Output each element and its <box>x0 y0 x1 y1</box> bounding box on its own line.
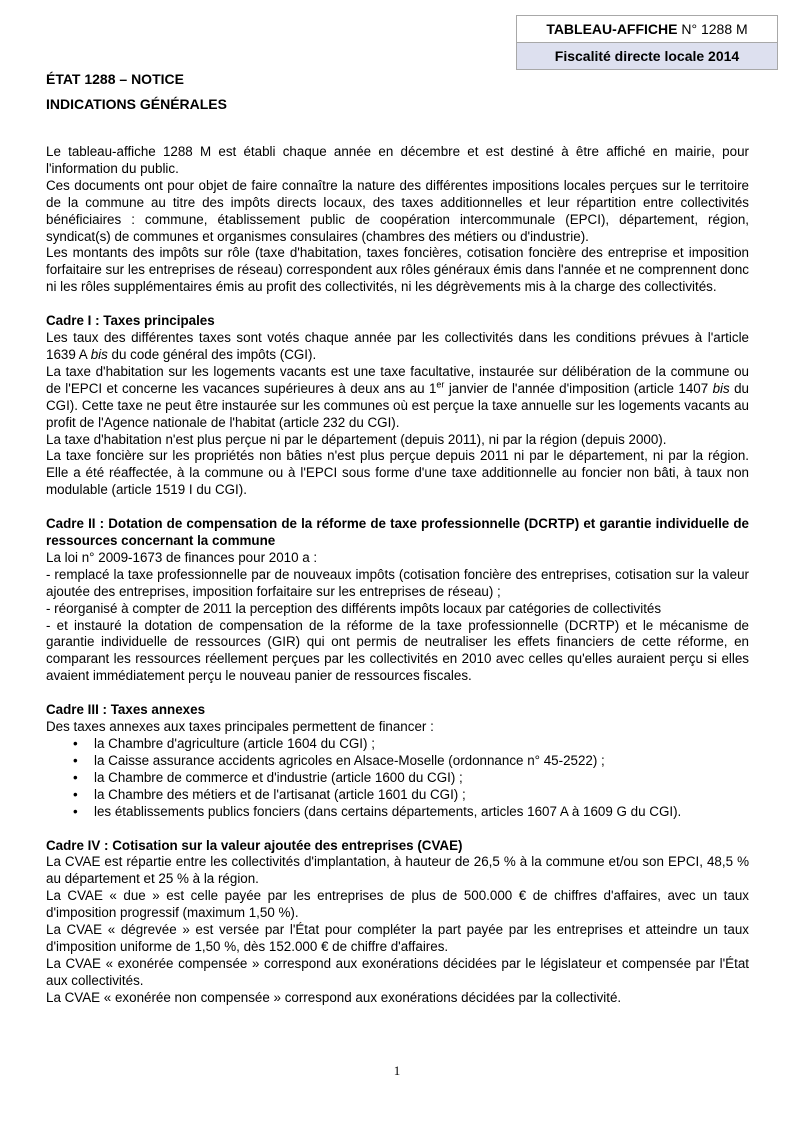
cadre1-paragraph <box>46 364 749 432</box>
list-item-text: la Chambre des métiers et de l'artisanat (article 1601 du CGI) ; <box>94 786 466 802</box>
bullet-icon: • <box>73 803 78 819</box>
text-run: La taxe d'habitation sur les logements vacants est une taxe facultative, instaurée sur délibération de la commune ou de l'EPCI et concerne les vacances supérieures à deux ans au 1 <box>46 363 749 396</box>
intro-paragraph: Les montants des impôts sur rôle (taxe d'habitation, taxes foncières, cotisation foncière des entreprise et imposition forfaitaire sur les entreprises de réseau) correspondent aux rôles généraux émis dans l'année et ne comprennent donc ni les rôles supplémentaires émis au profit des collectivités, ni les dégrèvements mis à la charge des collectivités. <box>46 245 749 295</box>
bullet-icon: • <box>73 769 78 785</box>
intro-paragraph: Le tableau-affiche 1288 M est établi chaque année en décembre et est destiné à être affiché en mairie, pour l'information du public. <box>46 144 749 176</box>
superscript: er <box>436 379 445 390</box>
header-form-number <box>517 16 777 43</box>
list-item-text: les établissements publics fonciers (dans certains départements, articles 1607 A à 1609 G du CGI). <box>94 803 682 819</box>
cadre2-paragraph: - et instauré la dotation de compensation de la réforme de la taxe professionnelle (DCRTP) et le mécanisme de garantie individuelle de ressources (GIR) qui ont permis de neutraliser les effets financiers de cette réforme, en comparant les ressources réellement perçues par les collectivités en 2010 avec celles qu'elles auraient perçu si elles avaient immédiatement perçu le nouveau panier de ressources fiscales. <box>46 617 749 684</box>
cadre1-paragraph <box>46 330 749 364</box>
text-run: du code général des impôts (CGI). <box>107 346 317 362</box>
document-body <box>46 144 749 1007</box>
cadre4-paragraph: La CVAE « due » est celle payée par les entreprises de plus de 500.000 € de chiffres d'affaires, avec un taux d'imposition progressif (maximum 1,50 %). <box>46 888 749 921</box>
list-item <box>46 753 749 770</box>
cadre2-paragraph: - réorganisé à compter de 2011 la perception des différents impôts locaux par catégories de collectivités <box>46 600 662 616</box>
cadre4-paragraph: La CVAE « exonérée non compensée » correspond aux exonérations décidées par la collectivité. <box>46 989 622 1005</box>
cadre2-title: Cadre II : Dotation de compensation de la réforme de taxe professionnelle (DCRTP) et garantie individuelle de ressources concernant la commune <box>46 516 749 549</box>
text-run: janvier de l'année d'imposition (article 1407 <box>444 380 713 396</box>
cadre4-paragraph: La CVAE « dégrevée » est versée par l'État pour compléter la part payée par les entreprises et atteindre un taux d'imposition uniforme de 1,50 %, dès 152.000 € de chiffre d'affaires. <box>46 922 749 954</box>
list-item-text: la Chambre d'agriculture (article 1604 du CGI) ; <box>94 736 375 751</box>
header-form-label: TABLEAU-AFFICHE <box>546 21 678 37</box>
list-item <box>46 736 749 753</box>
list-item <box>46 804 749 821</box>
text-run: Les taux des différentes taxes sont votés chaque année par les collectivités dans les conditions prévues à l'article 1639 A <box>46 330 749 362</box>
section-heading-general: INDICATIONS GÉNÉRALES <box>46 96 227 112</box>
italic-run: bis <box>712 380 730 396</box>
cadre3-intro: Des taxes annexes aux taxes principales permettent de financer : <box>46 719 434 735</box>
bullet-icon: • <box>73 786 78 802</box>
bullet-icon: • <box>73 752 78 768</box>
list-item <box>46 770 749 787</box>
intro-paragraph: Ces documents ont pour objet de faire connaître la nature des différentes impositions locales perçues sur le territoire de la commune au titre des impôts directs locaux, des taxes additionnelles et leur répartition entre collectivités bénéficiaires : commune, établissement public de coopération intercommunale (EPCI), département, région, syndicat(s) de communes et organismes consulaires (chambres des métiers ou d'industrie). <box>46 177 749 244</box>
cadre1-paragraph: La taxe foncière sur les propriétés non bâties n'est plus perçue depuis 2011 ni par le département, ni par la région. Elle a été réaffectée, à la commune ou à l'EPCI sous forme d'une taxe additionnelle au foncier non bâti, à taux non modulable (article 1519 I du CGI). <box>46 448 749 498</box>
cadre4-title: Cadre IV : Cotisation sur la valeur ajoutée des entreprises (CVAE) <box>46 837 463 853</box>
cadre3-list <box>46 736 749 821</box>
cadre1-title: Cadre I : Taxes principales <box>46 313 215 329</box>
list-item <box>46 787 749 804</box>
header-subtitle: Fiscalité directe locale 2014 <box>517 43 777 69</box>
document-title: ÉTAT 1288 – NOTICE <box>46 71 184 87</box>
text-run: du CGI). Cette taxe ne peut être instaurée sur les communes où est perçue la taxe annuelle sur les logements vacants au profit de l'Agence nationale de l'habitat (article 232 du CGI). <box>46 380 749 430</box>
header-form-code: N° 1288 M <box>677 21 748 37</box>
bullet-icon: • <box>73 736 78 751</box>
cadre2-paragraph: - remplacé la taxe professionnelle par de nouveaux impôts (cotisation foncière des entreprises, cotisation sur la valeur ajoutée des entreprises, imposition forfaitaire sur les entreprises de réseau) ; <box>46 566 749 599</box>
cadre2-paragraph: La loi n° 2009-1673 de finances pour 2010 a : <box>46 549 318 565</box>
italic-run: bis <box>90 346 108 362</box>
cadre4-paragraph: La CVAE « exonérée compensée » correspond aux exonérations décidées par le législateur et compensée par l'État aux collectivités. <box>46 955 749 988</box>
cadre1-paragraph: La taxe d'habitation n'est plus perçue ni par le département (depuis 2011), ni par la région (depuis 2000). <box>46 431 667 447</box>
cadre4-paragraph: La CVAE est répartie entre les collectivités d'implantation, à hauteur de 26,5 % à la commune et/ou son EPCI, 48,5 % au département et 25 % à la région. <box>46 854 749 887</box>
header-box <box>516 15 778 70</box>
page-number: 1 <box>393 1063 401 1078</box>
list-item-text: la Chambre de commerce et d'industrie (article 1600 du CGI) ; <box>94 769 463 785</box>
cadre3-title: Cadre III : Taxes annexes <box>46 702 206 718</box>
list-item-text: la Caisse assurance accidents agricoles en Alsace-Moselle (ordonnance n° 45-2522) ; <box>94 752 605 768</box>
